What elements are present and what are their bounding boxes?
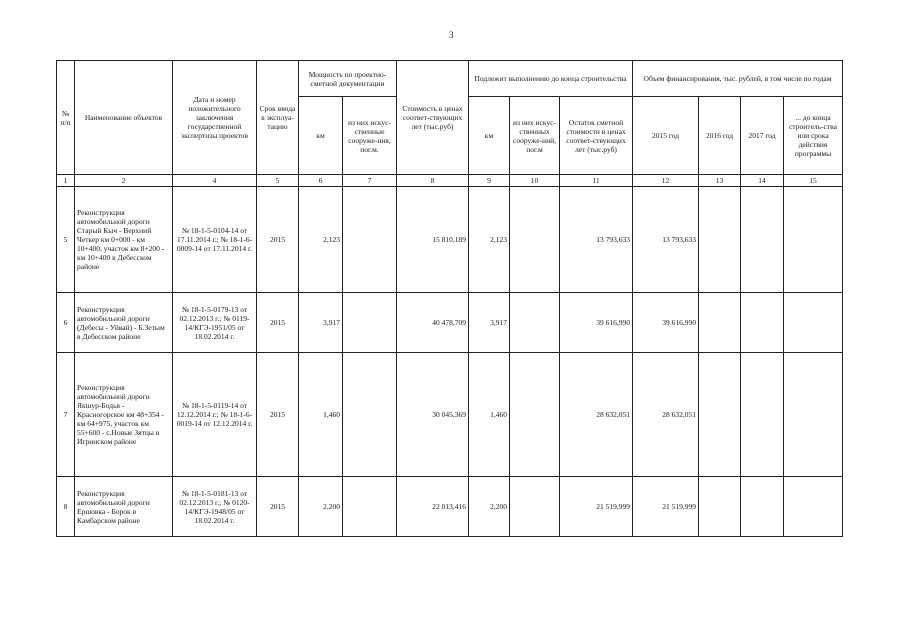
commission-term: 2015 (257, 353, 299, 477)
commission-term: 2015 (257, 187, 299, 293)
header-capacity-km: км (299, 97, 343, 175)
financing-until-end (784, 353, 843, 477)
row-num: 6 (57, 293, 75, 353)
table-row (57, 293, 843, 353)
financing-until-end (784, 187, 843, 293)
header-capacity: Мощность по проектно-сметной документации (299, 61, 397, 97)
financing-2015: 13 793,633 (633, 187, 699, 293)
complete-artificial (510, 293, 560, 353)
header-remaining: Остаток сметной стоимости в ценах соответ-ствующих лет (тыс.руб) (560, 97, 633, 175)
col-number: 7 (343, 175, 397, 187)
col-number: 4 (173, 175, 257, 187)
expertise-conclusion: № 18-1-5-0181-13 от 02.12.2013 г.; № 0120-14/КГЭ-1948/05 от 18.02.2014 г. (173, 477, 257, 537)
estimated-cost: 15 810,189 (397, 187, 469, 293)
financing-2016 (699, 353, 741, 477)
financing-2015: 28 632,051 (633, 353, 699, 477)
financing-until-end (784, 293, 843, 353)
object-name: Реконструкция автомобильной дороги Старый Кыч - Верхний Четкер км 0+000 - км 10+400, участок км 8+200 - км 10+400 в Дебесском районе (75, 187, 173, 293)
commission-term: 2015 (257, 293, 299, 353)
table-row (57, 477, 843, 537)
header-year-2015: 2015 год (633, 97, 699, 175)
header-capacity-art: из них искус-ственные сооруже-ния, пог.м. (343, 97, 397, 175)
financing-2016 (699, 293, 741, 353)
financing-2016 (699, 187, 741, 293)
remaining-cost: 28 632,051 (560, 353, 633, 477)
object-name: Реконструкция автомобильной дороги Ершовка - Борок в Камбарском районе (75, 477, 173, 537)
col-number: 12 (633, 175, 699, 187)
col-number: 6 (299, 175, 343, 187)
header-num: № п/п (57, 61, 75, 175)
header-cost: Стоимость в ценах соответ-ствующих лет (тыс.руб) (397, 61, 469, 175)
estimated-cost: 22 013,416 (397, 477, 469, 537)
table-row (57, 353, 843, 477)
col-number: 2 (75, 175, 173, 187)
col-number: 13 (699, 175, 741, 187)
expertise-conclusion: № 18-1-5-0179-13 от 02.12.2013 г.; № 0119-14/КГЭ-1951/05 от 18.02.2014 г. (173, 293, 257, 353)
col-number: 14 (741, 175, 784, 187)
capacity-artificial (343, 477, 397, 537)
row-num: 5 (57, 187, 75, 293)
capacity-artificial (343, 353, 397, 477)
header-name: Наименование объектов (75, 61, 173, 175)
capacity-artificial (343, 187, 397, 293)
col-number: 1 (57, 175, 75, 187)
complete-km: 2,200 (469, 477, 510, 537)
object-name: Реконструкция автомобильной дороги (Дебесы - Уйвай) - Б.Зетым в Дебесском районе (75, 293, 173, 353)
financing-until-end (784, 477, 843, 537)
column-number-row (57, 175, 843, 187)
col-number: 9 (469, 175, 510, 187)
financing-2015: 21 519,999 (633, 477, 699, 537)
capacity-km: 2,123 (299, 187, 343, 293)
financing-2016 (699, 477, 741, 537)
row-num: 7 (57, 353, 75, 477)
header-to-complete: Подлежит выполнению до конца строительства (469, 61, 633, 97)
expertise-conclusion: № 18-1-5-0104-14 от 17.11.2014 г.; № 18-1-6-0009-14 от 17.11.2014 г. (173, 187, 257, 293)
row-num: 8 (57, 477, 75, 537)
commission-term: 2015 (257, 477, 299, 537)
financing-2017 (741, 353, 784, 477)
header-conclusion: Дата и номер положительного заключения государственной экспертизы проектов (173, 61, 257, 175)
financing-2017 (741, 477, 784, 537)
header-until-end: ... до конца строитель-ства или срока действия программы (784, 97, 843, 175)
expertise-conclusion: № 18-1-5-0119-14 от 12.12.2014 г.; № 18-1-6-0019-14 от 12.12.2014 г. (173, 353, 257, 477)
page-number: 3 (449, 30, 454, 40)
capacity-km: 1,460 (299, 353, 343, 477)
capacity-artificial (343, 293, 397, 353)
remaining-cost: 13 793,633 (560, 187, 633, 293)
header-financing: Объем финансирования, тыс. рублей, в том числе по годам (633, 61, 843, 97)
construction-objects-table (56, 60, 843, 537)
col-number: 11 (560, 175, 633, 187)
complete-artificial (510, 187, 560, 293)
table-row (57, 187, 843, 293)
capacity-km: 3,917 (299, 293, 343, 353)
col-number: 5 (257, 175, 299, 187)
header-complete-km: км (469, 97, 510, 175)
complete-km: 1,460 (469, 353, 510, 477)
estimated-cost: 40 478,709 (397, 293, 469, 353)
object-name: Реконструкция автомобильной дороги Якшур-Бодья - Красногорское км 48+354 - км 64+975, участок км 55+600 - с.Новые Зятцы в Игринском районе (75, 353, 173, 477)
remaining-cost: 39 616,990 (560, 293, 633, 353)
col-number: 8 (397, 175, 469, 187)
col-number: 15 (784, 175, 843, 187)
complete-km: 3,917 (469, 293, 510, 353)
complete-km: 2,123 (469, 187, 510, 293)
complete-artificial (510, 477, 560, 537)
financing-2017 (741, 187, 784, 293)
financing-2015: 39 616,990 (633, 293, 699, 353)
header-complete-art: из них искус-ственных сооруже-ний, пог.м (510, 97, 560, 175)
header-year-2017: 2017 год (741, 97, 784, 175)
financing-2017 (741, 293, 784, 353)
col-number: 10 (510, 175, 560, 187)
remaining-cost: 21 519,999 (560, 477, 633, 537)
estimated-cost: 30 045,369 (397, 353, 469, 477)
capacity-km: 2,200 (299, 477, 343, 537)
header-term: Срок ввода в эксплуа-тацию (257, 61, 299, 175)
header-year-2016: 2016 год (699, 97, 741, 175)
complete-artificial (510, 353, 560, 477)
